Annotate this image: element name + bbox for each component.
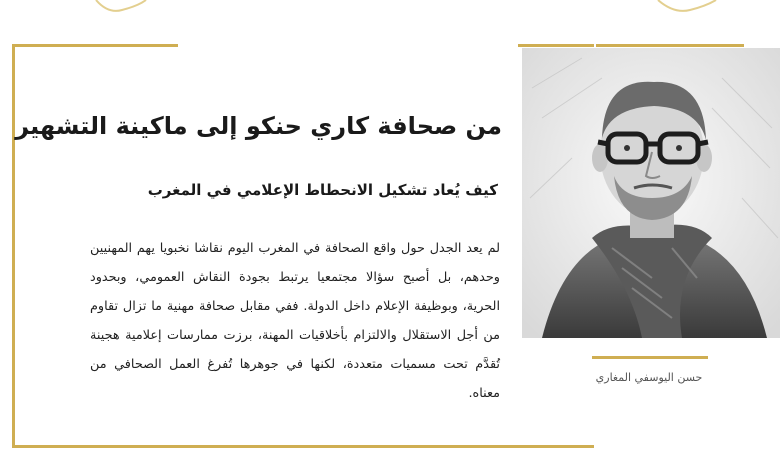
top-left-ornament (92, 0, 152, 16)
portrait-frame-line (596, 44, 744, 47)
frame-gap (178, 40, 518, 50)
author-portrait (522, 48, 780, 338)
article-subheadline: كيف يُعاد تشكيل الانحطاط الإعلامي في المغرب (147, 181, 498, 199)
caption-divider (592, 356, 708, 359)
top-right-ornament (654, 0, 724, 16)
article-body: لم يعد الجدل حول واقع الصحافة في المغرب اليوم نقاشا نخبويا يهم المهنيين وحدهم، بل أصبح سؤالا مجتمعيا يرتبط بجودة النقاش العمومي، وبحدود الحرية، وبوظيفة الإعلام داخل الدولة. ففي مقابل صحافة مهنية ما تزال تقاوم من أجل الاستقلال والالتزام بأخلاقيات المهنة، برزت ممارسات إعلامية هجينة تُقدَّم تحت مسميات متعددة، لكنها في جوهرها تُفرغ العمل الصحافي من معناه. (90, 241, 500, 401)
article-headline: من صحافة كاري حنكو إلى ماكينة التشهير (15, 112, 502, 140)
author-name: حسن اليوسفي المغاري (595, 371, 703, 384)
